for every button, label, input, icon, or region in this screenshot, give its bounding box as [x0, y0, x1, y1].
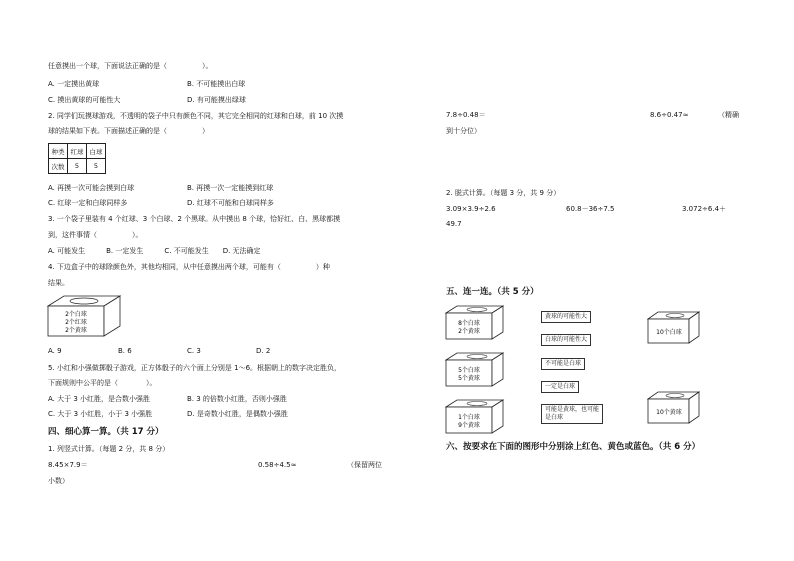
q5-stem-line1: 5. 小红和小强做掷骰子游戏，正方体骰子的六个面上分别是 1～6。根据朝上的数字决定胜负，: [48, 364, 342, 372]
calc-item: 0.58÷4.5≈: [258, 461, 297, 469]
q3-stem-line1: 3. 一个袋子里装有 4 个红球、3 个白球、2 个黑球。从中摸出 8 个球，恰好红、白、黑球都摸: [48, 215, 341, 223]
ball-box: [645, 311, 701, 345]
q2-option-b: B. 再摸一次一定能摸到红球: [187, 184, 274, 192]
q4-option-c: C. 3: [187, 347, 201, 355]
match-label[interactable]: 不可能是白球: [541, 358, 585, 370]
q2-stem-line2: 球的结果如下表。下面描述正确的是（ ）: [48, 127, 209, 135]
ball-box: [645, 391, 701, 425]
q5-stem-line2: 下面规则中公平的是（ ）。: [48, 379, 157, 387]
section-4-title: 四、细心算一算。（共 17 分）: [48, 427, 164, 437]
match-label[interactable]: 白球的可能性大: [541, 334, 591, 346]
ball-box: [443, 399, 505, 435]
q2-option-a: A. 再摸一次可能会摸到白球: [48, 184, 135, 192]
section-4-sub1: 1. 列竖式计算。（每题 2 分，共 8 分）: [48, 445, 170, 453]
q5-option-a: A. 大于 3 小红胜，是合数小强胜: [48, 395, 151, 403]
box-line: 10个白球: [656, 329, 682, 336]
q5-option-d: D. 是奇数小红胜，是偶数小强胜: [187, 410, 288, 418]
box-line: 9个黄球: [458, 422, 480, 429]
expr-item: 3.072÷6.4＋: [682, 205, 727, 213]
match-label[interactable]: 一定是白球: [541, 381, 579, 393]
q1-option-d: D. 有可能摸出绿球: [187, 96, 246, 104]
box-q4-line: 2个白球: [65, 311, 87, 318]
box-q4-line: 2个黄球: [65, 327, 87, 334]
q1-option-c: C. 摸出黄球的可能性大: [48, 96, 121, 104]
q1-stem: 任意摸出一个球，下面说法正确的是（ ）。: [48, 62, 213, 70]
calc-item: 8.6÷0.47≈: [650, 111, 689, 119]
ball-box: [443, 352, 505, 388]
q5-option-c: C. 大于 3 小红胜，小于 3 小强胜: [48, 410, 153, 418]
calc-item: 7.8÷0.48＝: [446, 111, 486, 119]
table-cell: 5: [68, 159, 87, 174]
table-header-cell: 种类: [49, 144, 68, 159]
box-line: 1个白球: [458, 414, 480, 421]
table-header-cell: 红球: [68, 144, 87, 159]
q4-stem-line1: 4. 下边盒子中的球除颜色外，其他均相同，从中任意摸出两个球，可能有（ ）种: [48, 263, 330, 271]
box-q4-line: 2个红球: [65, 319, 87, 326]
q1-option-b: B. 不可能摸出白球: [187, 80, 246, 88]
box-line: 2个黄球: [458, 328, 480, 335]
q4-option-a: A. 9: [48, 347, 62, 355]
q5-option-b: B. 3 的倍数小红胜，否则小强胜: [187, 395, 287, 403]
result-table: [48, 143, 106, 174]
table-cell: 5: [87, 159, 106, 174]
q2-stem-line1: 2. 同学们玩摸球游戏，不透明的袋子中只有颜色不同，其它完全相同的红球和白球，前 10 次摸: [48, 112, 344, 120]
expr-item: 3.09×3.9÷2.6: [446, 205, 496, 213]
calc-note: 到十分位）: [446, 127, 481, 135]
q2-option-c: C. 红球一定和白球同样多: [48, 199, 128, 207]
box-line: 8个白球: [458, 320, 480, 327]
expr-item: 49.7: [446, 220, 462, 228]
box-line: 5个白球: [458, 367, 480, 374]
ball-box-q4: [44, 294, 122, 338]
section-5-title: 五、连一连。（共 5 分）: [446, 287, 539, 297]
ball-box: [443, 305, 505, 341]
q4-option-b: B. 6: [118, 347, 132, 355]
table-cell: 次数: [49, 159, 68, 174]
match-label[interactable]: 可能是黄球，也可能是白球: [541, 404, 603, 424]
box-line: 5个黄球: [458, 375, 480, 382]
q3-stem-line2: 到，这件事情（ ）。: [48, 231, 143, 239]
expr-item: 60.8－36÷7.5: [566, 205, 615, 213]
q4-option-d: D. 2: [256, 347, 271, 355]
box-line: 10个黄球: [656, 409, 682, 416]
match-label[interactable]: 黄球的可能性大: [541, 311, 591, 323]
table-header-cell: 白球: [87, 144, 106, 159]
q3-options: A. 可能发生 B. 一定发生 C. 不可能发生 D. 无法确定: [48, 247, 261, 255]
calc-note: （精确: [718, 111, 739, 119]
q2-option-d: D. 红球不可能和白球同样多: [187, 199, 274, 207]
calc-note: （保留两位: [347, 461, 382, 469]
calc-note: 小数）: [48, 477, 69, 485]
q4-stem-line2: 结果。: [48, 279, 69, 287]
section-6-title: 六、按要求在下面的图形中分别涂上红色、黄色或蓝色。（共 6 分）: [446, 442, 701, 452]
section-4-sub2: 2. 脱式计算。（每题 3 分，共 9 分）: [446, 189, 561, 197]
calc-item: 8.45×7.9＝: [48, 461, 88, 469]
q1-option-a: A. 一定摸出黄球: [48, 80, 100, 88]
